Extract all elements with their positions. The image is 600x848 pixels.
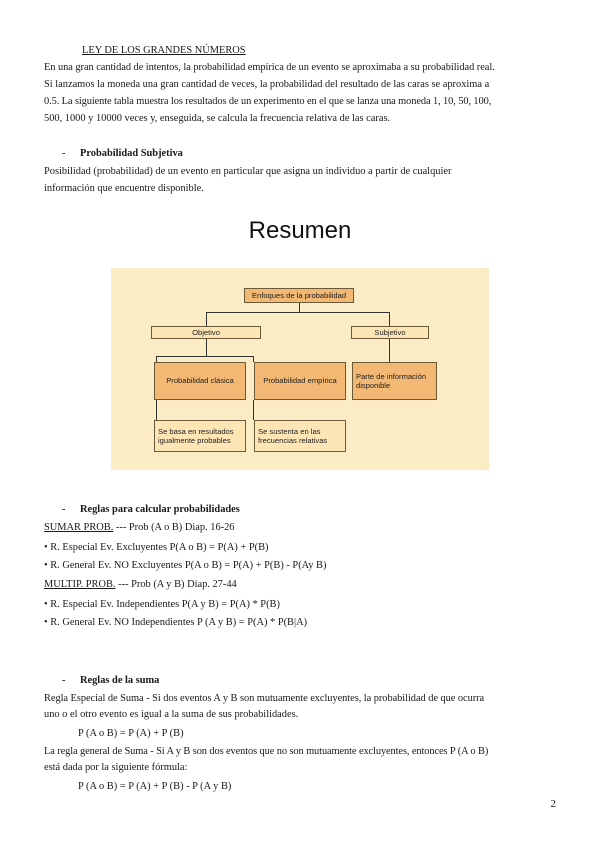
resumen-title: Resumen <box>248 217 352 244</box>
box-se-sustenta: Se sustenta en las frecuencias relativas <box>254 420 346 452</box>
subjetiva-heading: Probabilidad Subjetiva <box>80 148 183 159</box>
sumar-rule-especial: • R. Especial Ev. Excluyentes P(A o B) = P(A) + P(B) <box>44 542 269 553</box>
connector <box>206 312 207 326</box>
multip-prob-rest: --- Prob (A y B) Diap. 27-44 <box>115 579 237 590</box>
suma-p1-line-2: uno o el otro evento es igual a la suma de sus probabilidades. <box>44 709 299 720</box>
resumen-diagram-panel <box>111 268 489 470</box>
sumar-prob-rest: --- Prob (A o B) Diap. 16-26 <box>113 522 235 533</box>
connector <box>389 312 390 326</box>
ley-line-4: 500, 1000 y 10000 veces y, enseguida, se calcula la frecuencia relativa de las caras. <box>44 113 391 124</box>
box-probabilidad-clasica: Probabilidad clásica <box>154 362 246 400</box>
suma-dash: - <box>62 675 66 686</box>
box-probabilidad-empirica: Probabilidad empírica <box>254 362 346 400</box>
sumar-prob-line <box>44 520 235 536</box>
page-number: 2 <box>550 798 556 810</box>
connector <box>299 302 300 312</box>
sumar-prob-label: SUMAR PROB. <box>44 522 114 533</box>
sumar-rule-general: • R. General Ev. NO Excluyentes P(A o B) = P(A) + P(B) - P(Ay B) <box>44 560 327 571</box>
ley-title: LEY DE LOS GRANDES NÚMEROS <box>82 45 246 56</box>
resumen-figure <box>111 206 489 470</box>
connector <box>389 338 390 362</box>
subjetiva-line-2: información que encuentre disponible. <box>44 183 204 194</box>
suma-p2-line-1: La regla general de Suma - Si A y B son dos eventos que no son mutuamente excluyentes, entonces P (A o B) <box>44 746 489 757</box>
connector <box>156 400 157 420</box>
connector <box>253 400 254 420</box>
multip-rule-general: • R. General Ev. NO Independientes P (A y B) = P(A) * P(B|A) <box>44 617 308 628</box>
box-enfoques: Enfoques de la probabilidad <box>244 288 354 303</box>
multip-prob-line <box>44 577 237 593</box>
ley-line-2: Si lanzamos la moneda una gran cantidad de veces, la probabilidad del resultado de las caras se aproxima a <box>44 79 490 90</box>
box-se-basa: Se basa en resultados igualmente probables <box>154 420 246 452</box>
connector <box>206 312 389 313</box>
suma-formula-1: P (A o B) = P (A) + P (B) <box>78 728 184 739</box>
reglas-heading: Reglas para calcular probabilidades <box>80 504 240 515</box>
multip-rule-especial: • R. Especial Ev. Independientes P(A y B) = P(A) * P(B) <box>44 599 280 610</box>
subjetiva-line-1: Posibilidad (probabilidad) de un evento en particular que asigna un individuo a partir de cualquier <box>44 166 452 177</box>
connector <box>156 356 253 357</box>
reglas-dash: - <box>62 504 66 515</box>
connector <box>206 338 207 356</box>
suma-formula-2: P (A o B) = P (A) + P (B) - P (A y B) <box>78 781 232 792</box>
subjetiva-dash: - <box>62 148 66 159</box>
box-subjetivo: Subjetivo <box>351 326 429 339</box>
box-objetivo: Objetivo <box>151 326 261 339</box>
suma-p1-line-1: Regla Especial de Suma - Si dos eventos A y B son mutuamente excluyentes, la probabilidad de que ocurra <box>44 693 485 704</box>
suma-heading: Reglas de la suma <box>80 675 160 686</box>
ley-line-1: En una gran cantidad de intentos, la probabilidad empírica de un evento se aproximaba a su probabilidad real. <box>44 62 495 73</box>
ley-line-3: 0.5. La siguiente tabla muestra los resultados de un experimento en el que se lanza una moneda 1, 10, 50, 100, <box>44 96 492 107</box>
multip-prob-label: MULTIP. PROB. <box>44 579 116 590</box>
box-parte-informacion: Parte de información disponible <box>352 362 437 400</box>
suma-p2-line-2: está dada por la siguiente fórmula: <box>44 762 188 773</box>
